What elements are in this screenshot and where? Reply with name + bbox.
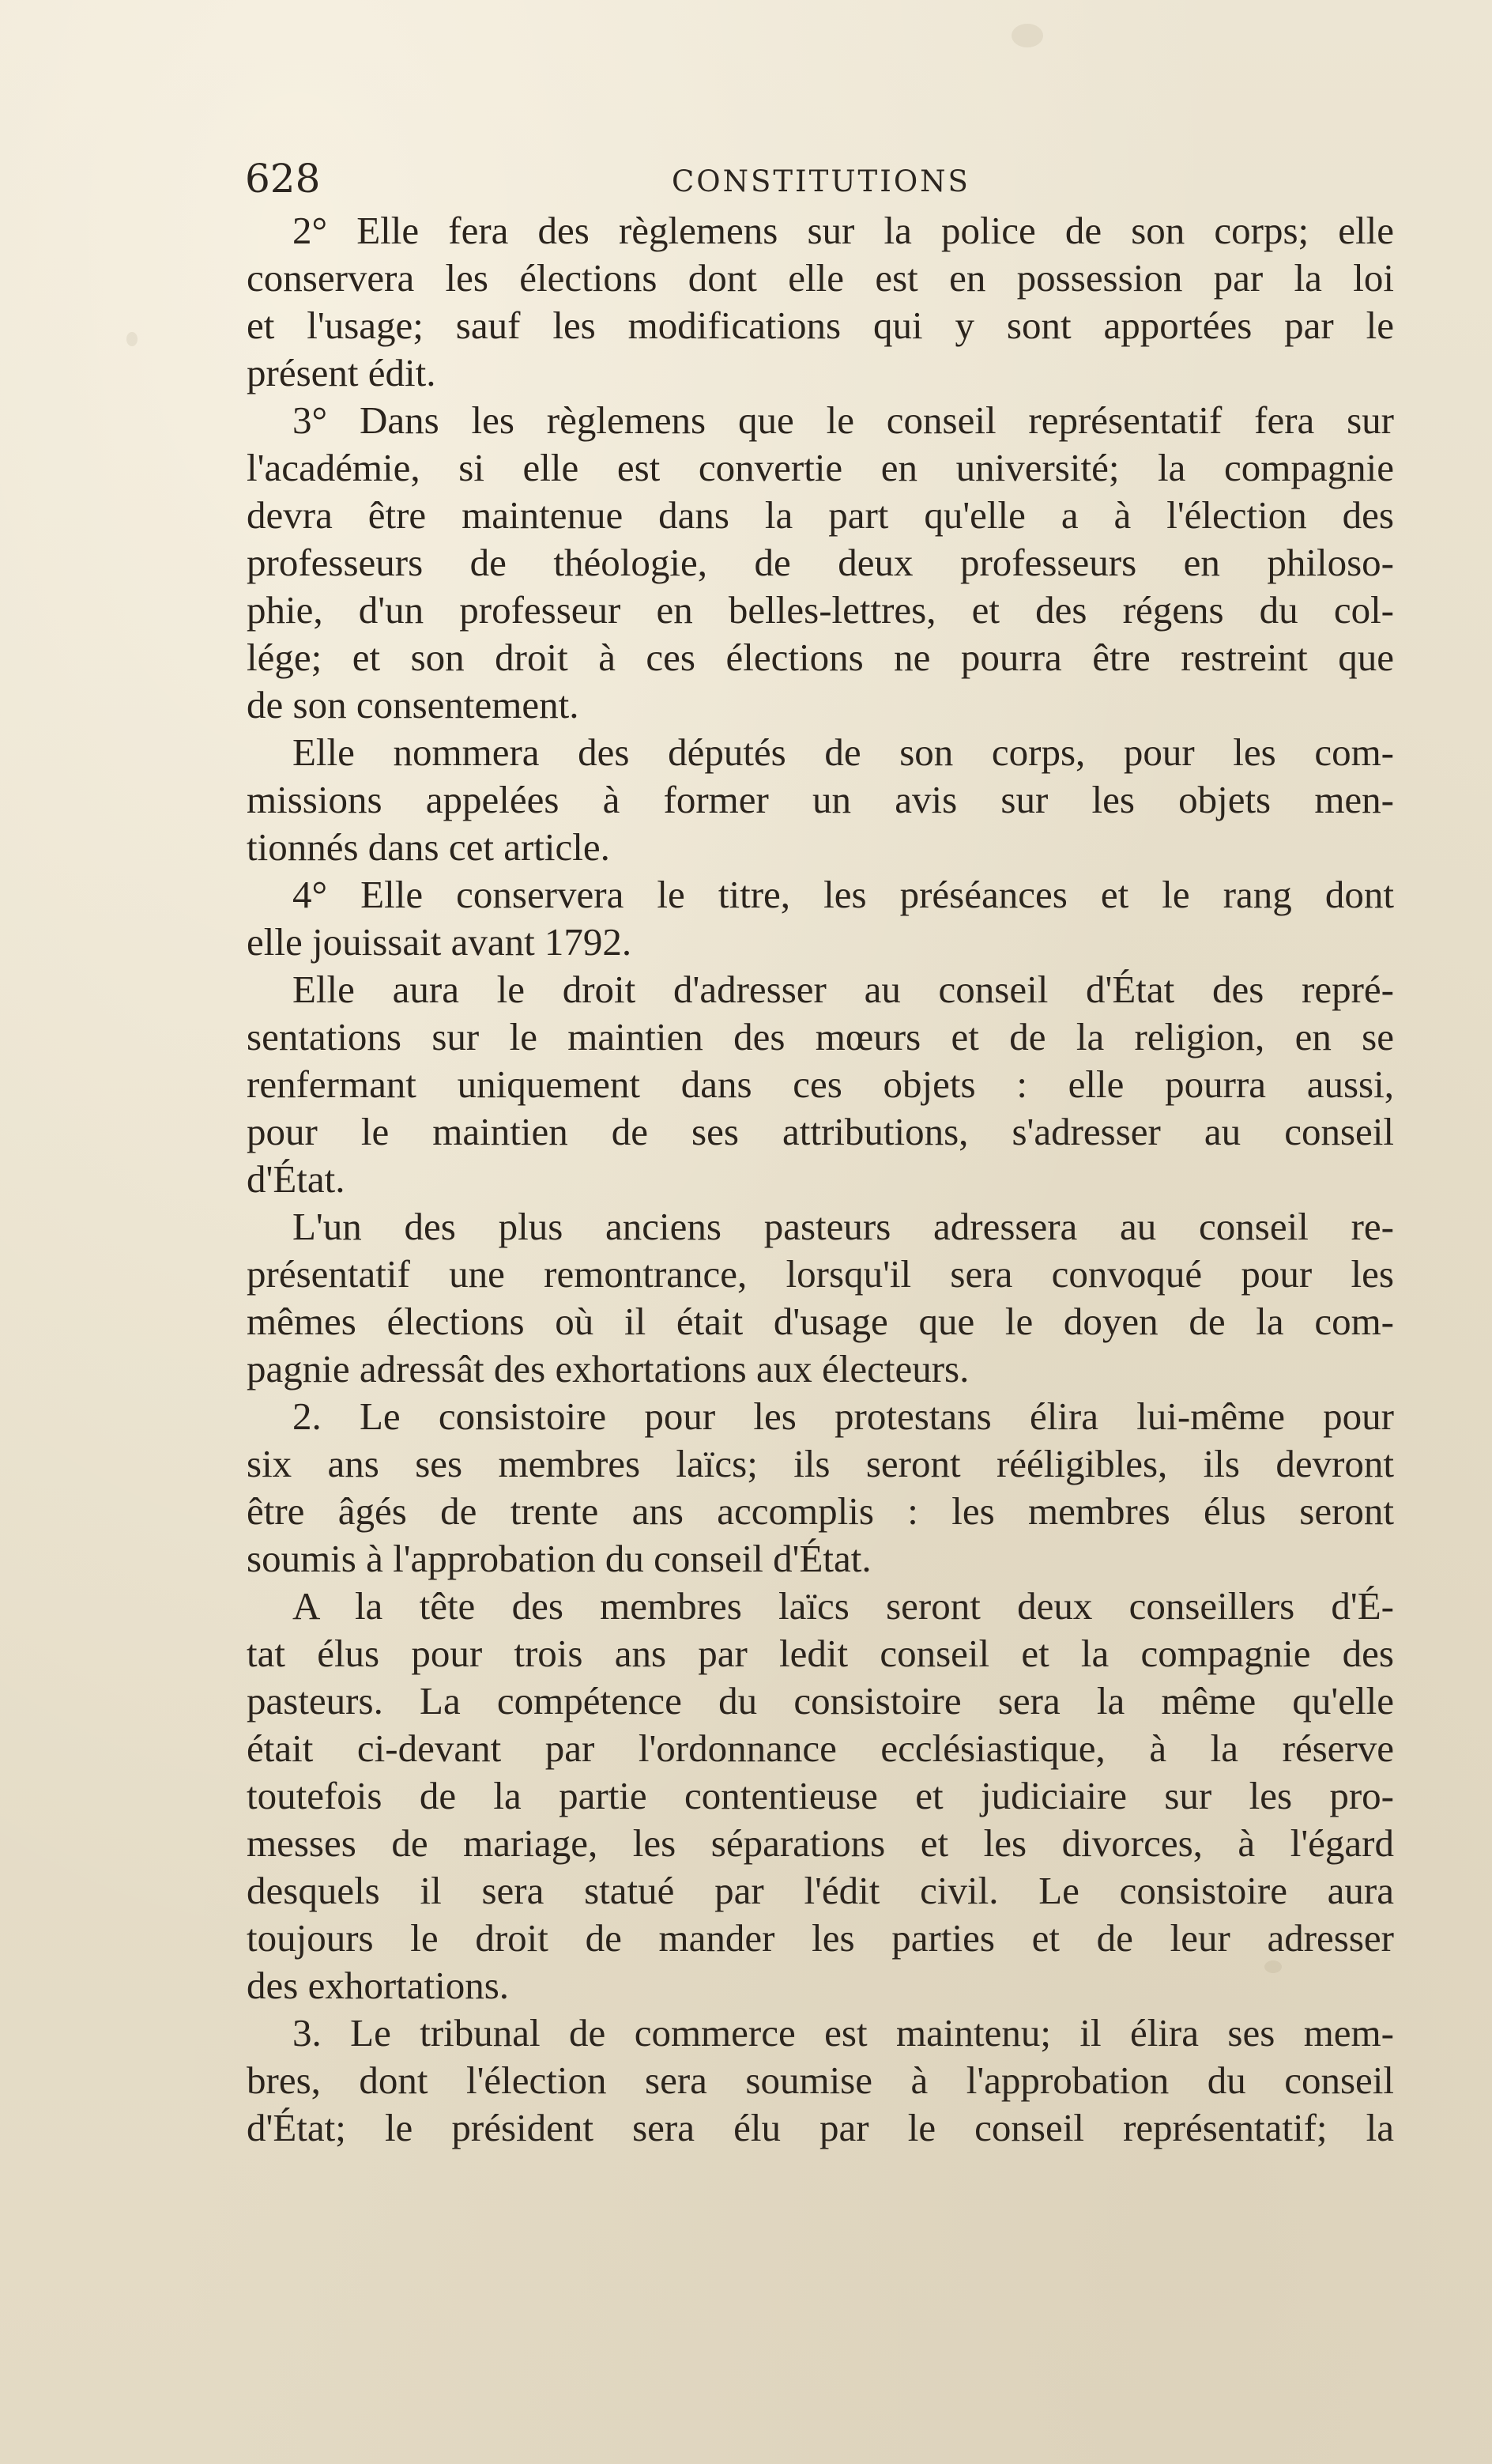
text-line: soumis à l'approbation du conseil d'État. — [247, 1537, 872, 1580]
text-line: renfermant uniquement dans ces objets : elle pourra aussi, — [247, 1062, 1394, 1106]
text-line: bres, dont l'élection sera soumise à l'approbation du conseil — [247, 2058, 1394, 2102]
text-line: des exhortations. — [247, 1964, 510, 2007]
text-line: professeurs de théologie, de deux professeurs en philoso- — [247, 541, 1394, 584]
text-line: elle jouissait avant 1792. — [247, 920, 632, 964]
text-line: Elle nommera des députés de son corps, pour les com- — [292, 730, 1394, 774]
text-line: présent édit. — [247, 351, 436, 394]
running-title: CONSTITUTIONS — [672, 164, 970, 198]
text-line: phie, d'un professeur en belles-lettres, et des régens du col- — [247, 588, 1394, 632]
text-line: sentations sur le maintien des mœurs et de la religion, en se — [247, 1015, 1394, 1058]
text-line: 4° Elle conservera le titre, les préséances et le rang dont — [292, 873, 1394, 916]
text-line: pagnie adressât des exhortations aux électeurs. — [247, 1347, 970, 1390]
text-line: Elle aura le droit d'adresser au conseil d'État des repré- — [292, 968, 1394, 1011]
text-line: était ci-devant par l'ordonnance ecclésiastique, à la réserve — [247, 1726, 1394, 1770]
text-line: 3° Dans les règlemens que le conseil représentatif fera sur — [292, 398, 1394, 442]
text-line: missions appelées à former un avis sur les objets men- — [247, 778, 1394, 821]
text-line: pour le maintien de ses attributions, s'adresser au conseil — [247, 1110, 1394, 1153]
text-line: être âgés de trente ans accomplis : les membres élus seront — [247, 1489, 1394, 1533]
paper-stain — [1012, 24, 1043, 47]
text-line: tat élus pour trois ans par ledit conseil et la compagnie des — [247, 1632, 1394, 1675]
text-line: A la tête des membres laïcs seront deux conseillers d'É- — [292, 1584, 1394, 1628]
text-line: d'État; le président sera élu par le conseil représentatif; la — [247, 2106, 1394, 2149]
text-line: lége; et son droit à ces élections ne pourra être restreint que — [247, 636, 1394, 679]
text-line: mêmes élections où il était d'usage que le doyen de la com- — [247, 1300, 1394, 1343]
text-line: tionnés dans cet article. — [247, 825, 610, 869]
text-line: 3. Le tribunal de commerce est maintenu; il élira ses mem- — [292, 2011, 1394, 2055]
text-line: de son consentement. — [247, 683, 579, 726]
text-line: 2° Elle fera des règlemens sur la police de son corps; elle — [292, 209, 1394, 252]
text-line: toujours le droit de mander les parties et de leur adresser — [247, 1916, 1394, 1960]
text-line: pasteurs. La compétence du consistoire sera la même qu'elle — [247, 1679, 1394, 1723]
page-number: 628 — [245, 156, 321, 202]
page-header — [245, 155, 1399, 210]
text-line: d'État. — [247, 1157, 345, 1201]
text-line: l'académie, si elle est convertie en université; la compagnie — [247, 446, 1394, 489]
text-line: toutefois de la partie contentieuse et judiciaire sur les pro- — [247, 1774, 1394, 1817]
text-line: devra être maintenue dans la part qu'elle a à l'élection des — [247, 493, 1394, 537]
text-line: présentatif une remontrance, lorsqu'il sera convoqué pour les — [247, 1252, 1394, 1296]
text-line: 2. Le consistoire pour les protestans élira lui-même pour — [292, 1394, 1394, 1438]
text-line: et l'usage; sauf les modifications qui y sont apportées par le — [247, 304, 1394, 347]
text-line: messes de mariage, les séparations et les divorces, à l'égard — [247, 1821, 1394, 1865]
text-line: six ans ses membres laïcs; ils seront rééligibles, ils devront — [247, 1442, 1394, 1485]
body-text — [247, 207, 1394, 2152]
text-line: L'un des plus anciens pasteurs adressera au conseil re- — [292, 1205, 1394, 1248]
text-line: desquels il sera statué par l'édit civil. Le consistoire aura — [247, 1869, 1394, 1912]
text-line: conservera les élections dont elle est en possession par la loi — [247, 256, 1394, 300]
paper-stain — [126, 332, 138, 346]
